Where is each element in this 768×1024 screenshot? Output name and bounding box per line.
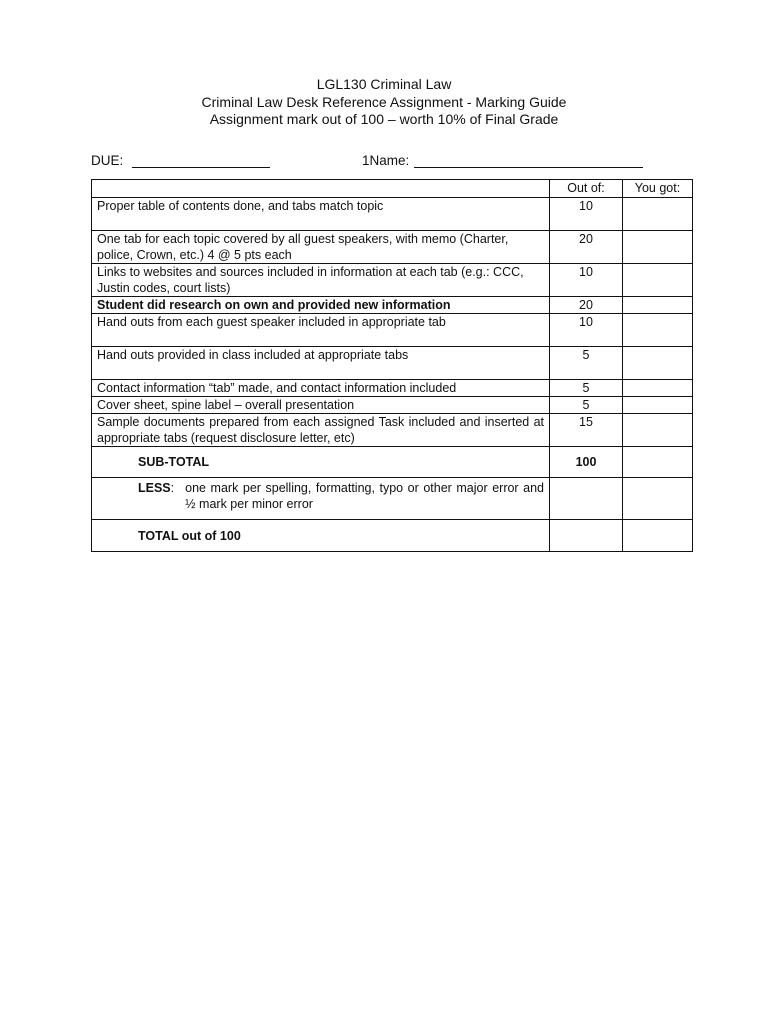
course-title: LGL130 Criminal Law: [316, 76, 452, 92]
due-field-line: [132, 167, 270, 168]
total-out-of-cell: [550, 520, 623, 552]
out-of-cell: 10: [550, 198, 623, 231]
criterion-cell: One tab for each topic covered by all guest speakers, with memo (Charter, police, Crown, etc.) 4 @ 5 pts each: [92, 231, 550, 264]
criterion-cell: Student did research on own and provided new information: [92, 297, 550, 314]
out-of-cell: 20: [550, 231, 623, 264]
table-row: [92, 397, 693, 414]
name-label: 1Name:: [362, 153, 410, 168]
less-score-cell: [623, 478, 693, 520]
out-of-cell: 10: [550, 264, 623, 297]
document-header: [0, 76, 768, 129]
score-cell: [623, 414, 693, 447]
table-row: [92, 231, 693, 264]
due-name-row: [91, 153, 691, 171]
out-of-cell: 10: [550, 314, 623, 347]
table-row: [92, 264, 693, 297]
less-content: [138, 480, 544, 512]
subtotal-row: [92, 447, 693, 478]
out-of-cell: 15: [550, 414, 623, 447]
out-of-header: Out of:: [550, 180, 623, 198]
criterion-cell: Proper table of contents done, and tabs match topic: [92, 198, 550, 231]
table-row: [92, 380, 693, 397]
score-cell: [623, 198, 693, 231]
marking-guide-table: [91, 179, 693, 552]
less-cell: [92, 478, 550, 520]
criterion-cell: Sample documents prepared from each assigned Task included and inserted at appropriate tabs (request disclosure letter, etc): [92, 414, 550, 447]
out-of-cell: 5: [550, 347, 623, 380]
out-of-cell: 20: [550, 297, 623, 314]
score-cell: [623, 347, 693, 380]
subtotal-score-cell: [623, 447, 693, 478]
total-label: TOTAL out of 100: [92, 520, 550, 552]
out-of-cell: 5: [550, 380, 623, 397]
criterion-header: [92, 180, 550, 198]
less-label: LESS: [138, 481, 171, 495]
less-row: [92, 478, 693, 520]
table-row: [92, 347, 693, 380]
table-header-row: [92, 180, 693, 198]
score-cell: [623, 397, 693, 414]
subtotal-out-of: 100: [550, 447, 623, 478]
subtotal-label: SUB-TOTAL: [92, 447, 550, 478]
less-out-of-cell: [550, 478, 623, 520]
table-row: [92, 414, 693, 447]
assignment-title: Criminal Law Desk Reference Assignment - Marking Guide: [201, 93, 567, 110]
score-cell: [623, 314, 693, 347]
score-cell: [623, 297, 693, 314]
less-description: one mark per spelling, formatting, typo or other major error and ½ mark per minor error: [185, 481, 544, 511]
name-field-line: [414, 167, 643, 168]
score-cell: [623, 264, 693, 297]
total-score-cell: [623, 520, 693, 552]
you-got-header: You got:: [623, 180, 693, 198]
due-label: DUE:: [91, 153, 124, 168]
score-cell: [623, 380, 693, 397]
criterion-cell: Cover sheet, spine label – overall presentation: [92, 397, 550, 414]
total-row: [92, 520, 693, 552]
criterion-cell: Links to websites and sources included in information at each tab (e.g.: CCC, Justin codes, court lists): [92, 264, 550, 297]
out-of-cell: 5: [550, 397, 623, 414]
less-colon: :: [170, 481, 175, 495]
assignment-subtitle: Assignment mark out of 100 – worth 10% of Final Grade: [209, 111, 559, 127]
table-row: [92, 198, 693, 231]
criterion-cell: Hand outs provided in class included at appropriate tabs: [92, 347, 550, 380]
score-cell: [623, 231, 693, 264]
criterion-cell: Contact information “tab” made, and contact information included: [92, 380, 550, 397]
criterion-cell: Hand outs from each guest speaker included in appropriate tab: [92, 314, 550, 347]
table-row: [92, 314, 693, 347]
table-row: [92, 297, 693, 314]
